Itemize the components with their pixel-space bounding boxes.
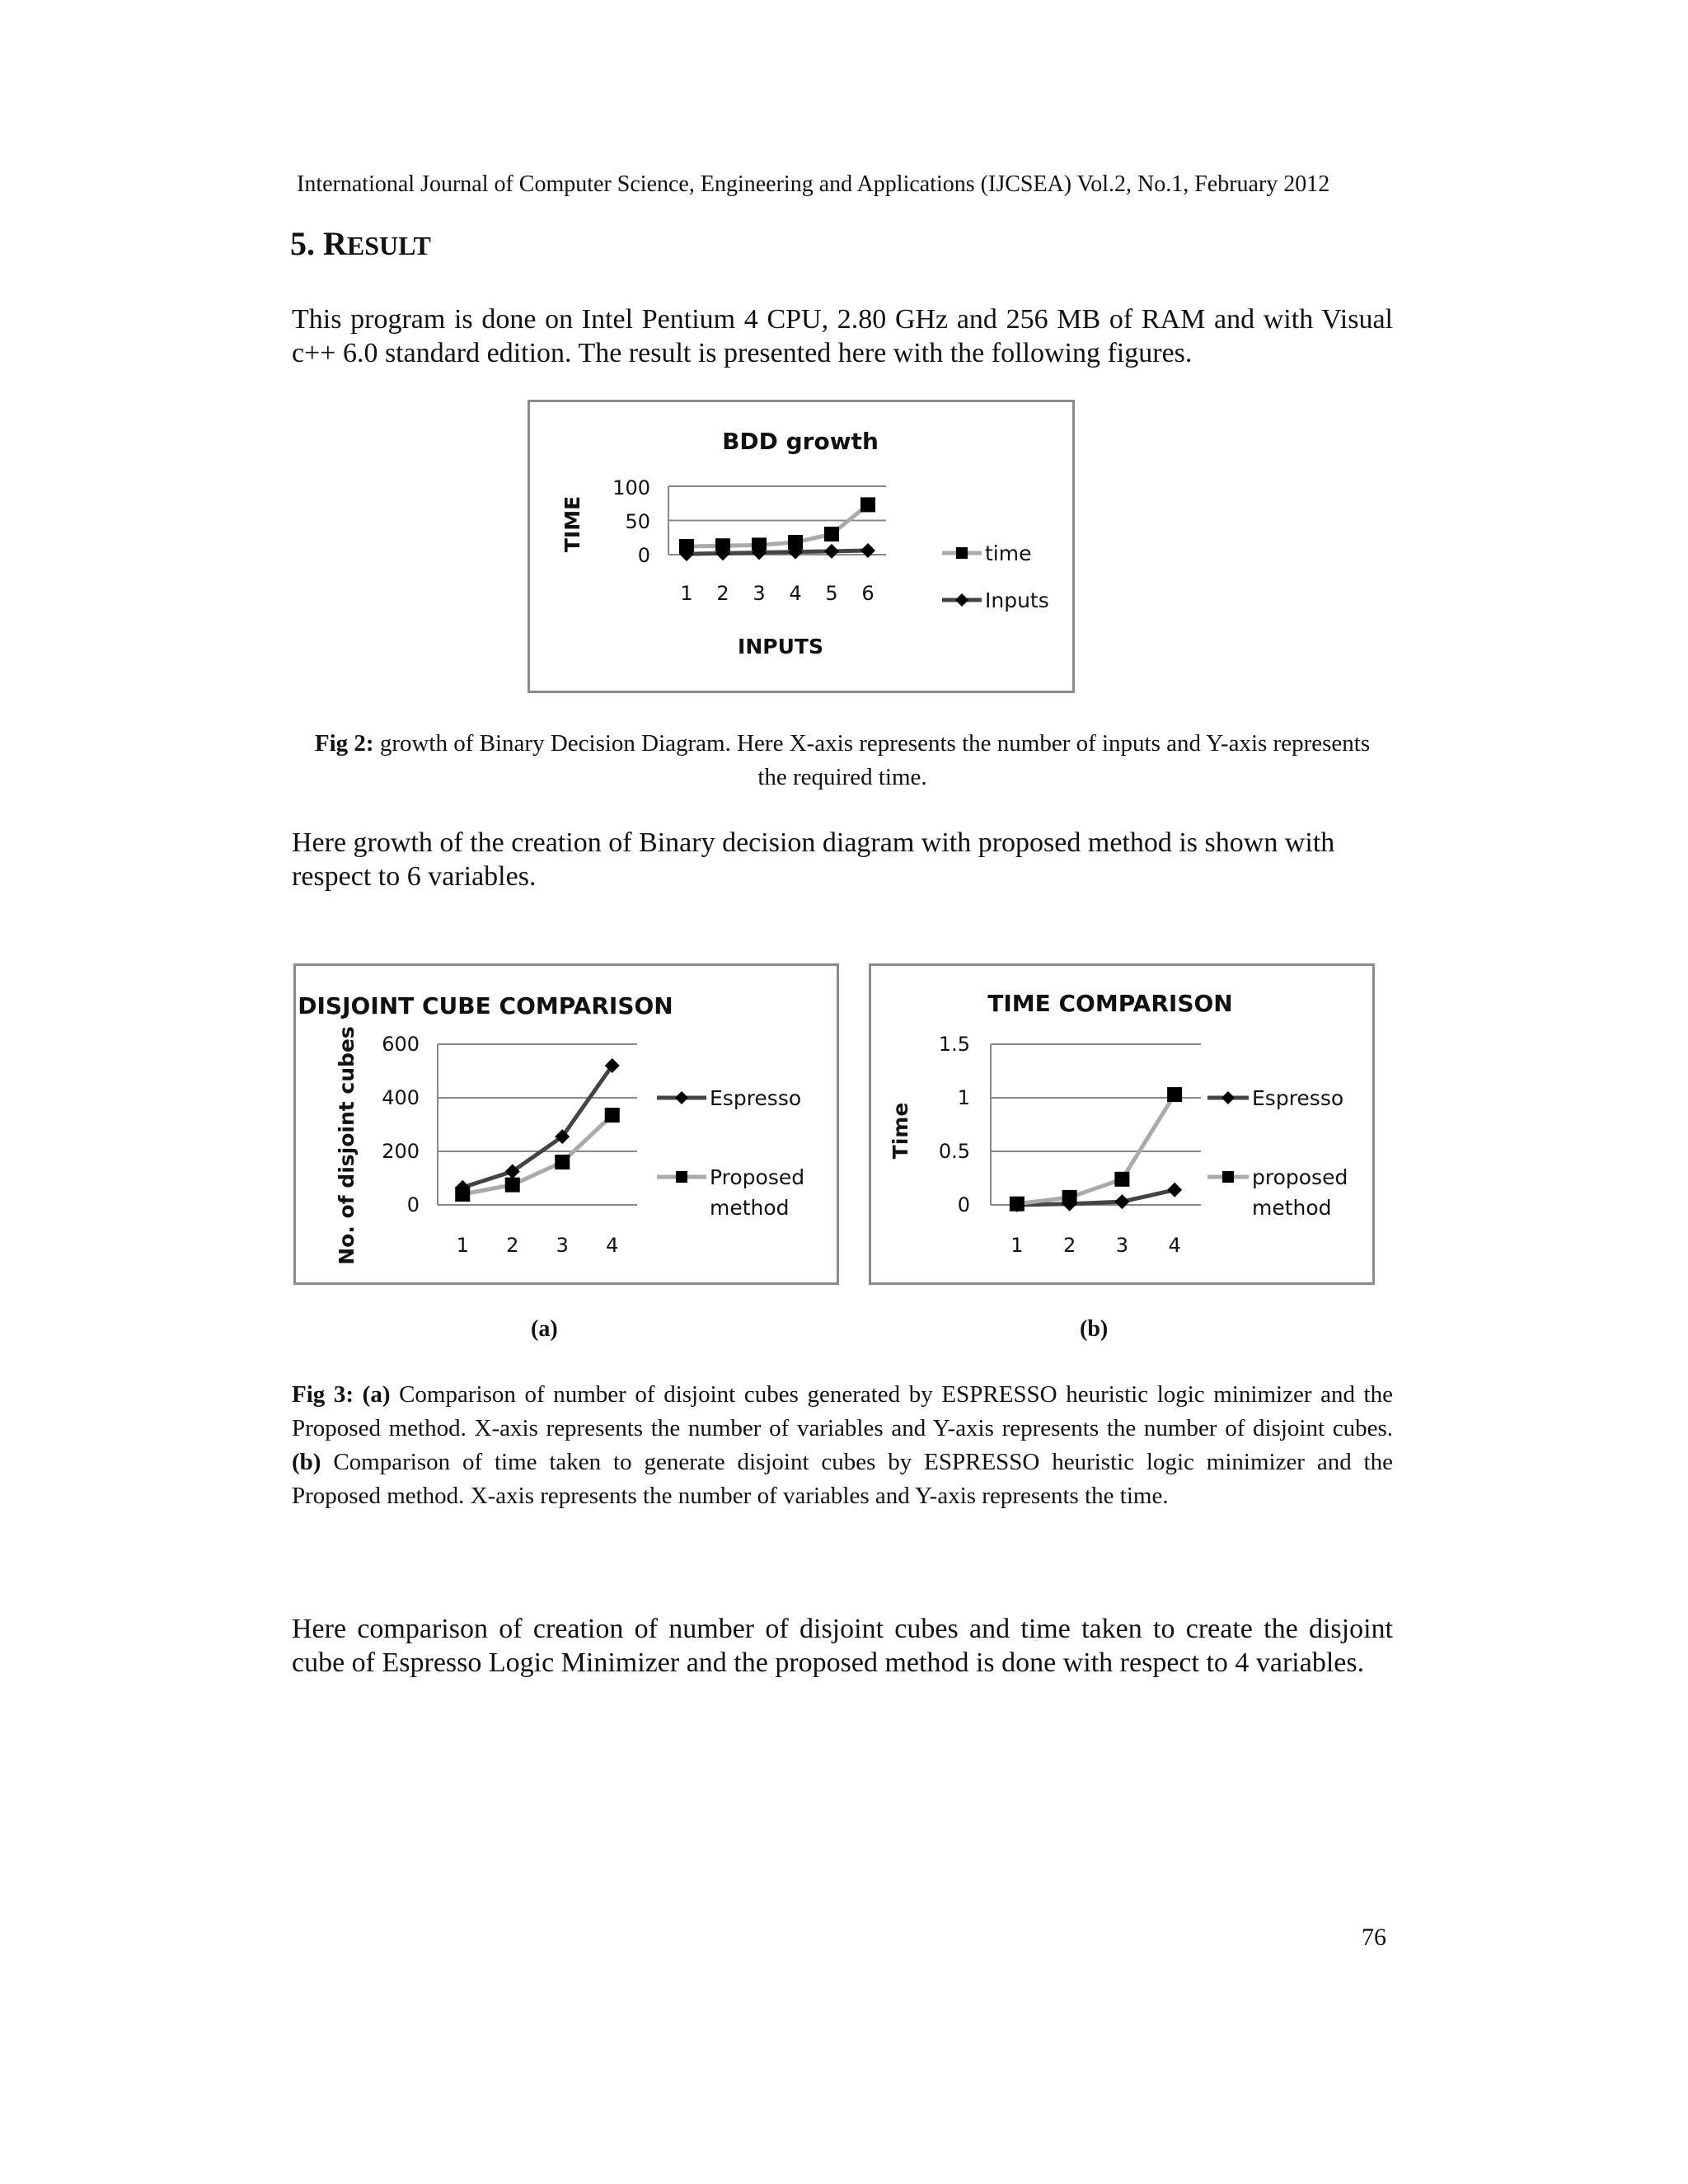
paragraph-setup: This program is done on Intel Pentium 4 CPU, 2.80 GHz and 256 MB of RAM and with Visual c++ 6.0 standard edition. The result is presented here with the following figures. [292,304,1393,368]
x-tick-label: 1 [456,1234,469,1257]
x-tick-label: 6 [861,582,874,605]
y-axis-label: No. of disjoint cubes [335,1026,359,1265]
y-tick-label: 100 [612,476,650,499]
series-line-proposed-method [1017,1094,1175,1204]
y-tick-label: 0.5 [938,1140,970,1163]
series-group [455,1058,620,1202]
legend-marker-square [956,547,968,559]
section-title-rest: ESULT [346,231,431,260]
data-point-square [605,1108,620,1122]
data-point-diamond [1114,1194,1129,1209]
data-point-square [1062,1190,1077,1205]
legend-item-espresso [657,1086,801,1110]
y-tick-label: 600 [382,1033,420,1056]
x-tick-label: 1 [680,582,693,605]
disjoint-cube-chart [293,963,839,1285]
series-line-time [687,504,868,546]
fig3-sublabel-a: (a) [531,1316,558,1342]
series-line-inputs [687,551,868,554]
fig3-caption-a-label: (a) [362,1381,391,1408]
page-number: 76 [1362,1924,1386,1951]
y-axis-label: Time [889,1102,912,1160]
time-comparison-plot [871,966,1372,1282]
legend-marker-square [676,1171,687,1183]
legend [942,541,1049,612]
x-tick-label: 4 [789,582,802,605]
x-tick-label: 4 [1168,1234,1181,1257]
disjoint-cube-plot [296,966,837,1282]
x-tick-label: 2 [716,582,729,605]
bdd-growth-plot [530,402,1072,691]
data-point-diamond [860,543,875,558]
data-point-square [1167,1087,1182,1102]
x-ticks [1010,1234,1181,1257]
chart-title: BDD growth [722,428,879,455]
fig3-caption-b-label: (b) [292,1449,321,1475]
legend-item-proposed [657,1165,804,1220]
data-point-square [455,1187,470,1202]
data-point-square [1114,1172,1129,1187]
x-ticks [680,582,874,605]
fig2-caption-text: growth of Binary Decision Diagram. Here X-axis represents the number of inputs and Y-axis represents the required time. [373,730,1371,790]
fig3-sublabel-b: (b) [1080,1316,1109,1342]
legend-item-espresso [1207,1086,1343,1110]
legend-item-time [942,541,1031,565]
fig2-caption-label: Fig 2: [314,730,374,757]
legend-label-time: time [985,541,1032,565]
x-tick-label: 3 [753,582,766,605]
x-tick-label: 2 [1062,1234,1076,1257]
fig2-caption [313,727,1372,794]
data-point-square [860,497,875,512]
chart-title: TIME COMPARISON [987,990,1233,1017]
legend [657,1086,804,1220]
legend-item-inputs [942,588,1049,612]
y-axis-label: TIME [560,495,584,553]
y-tick-label: 0 [406,1193,420,1216]
paragraph-comparison: Here comparison of creation of number of disjoint cubes and time taken to create the disjoint cube of Espresso Logic Minimizer and the proposed method is done with respect to 4 variables. [292,1614,1393,1678]
data-point-diamond [1167,1183,1182,1197]
legend-label-proposed-line1: proposed [1252,1165,1348,1189]
data-point-square [1010,1197,1025,1212]
x-tick-label: 1 [1010,1234,1024,1257]
x-tick-label: 4 [606,1234,619,1257]
data-point-square [505,1178,520,1193]
legend-label-proposed-line1: Proposed [710,1165,805,1189]
y-tick-label: 400 [382,1086,420,1109]
bdd-growth-chart [528,400,1075,693]
series-group [679,497,875,561]
x-ticks [457,1234,619,1257]
data-point-square [824,527,839,541]
gridlines [991,1044,1201,1205]
y-tick-label: 1.5 [938,1033,970,1056]
y-tick-label: 1 [957,1086,970,1109]
x-tick-label: 2 [506,1234,519,1257]
x-axis-label: INPUTS [738,635,823,658]
fig3-caption-label: Fig 3: [292,1381,354,1408]
legend-label-proposed-line2: method [1252,1196,1332,1220]
data-point-square [555,1155,570,1169]
section-title-initial: R [323,225,347,262]
fig3-caption-a-text: Comparison of number of disjoint cubes generated by ESPRESSO heuristic logic minimizer and the Proposed method. X-axis represents the number of variables and Y-axis represents the number of disjoint cubes. [292,1381,1393,1441]
section-number: 5. [290,225,315,262]
legend-label-inputs: Inputs [985,588,1049,612]
journal-header: International Journal of Computer Science, Engineering and Applications (IJCSEA) Vol.2, No.1, February 2012 [297,171,1330,197]
legend-label-proposed-line2: method [710,1196,790,1220]
series-group [1010,1087,1182,1212]
y-tick-label: 50 [625,510,650,533]
legend-label-espresso: Espresso [710,1086,802,1110]
x-tick-label: 3 [1115,1234,1129,1257]
legend-marker-diamond [675,1091,688,1104]
time-comparison-chart [869,963,1375,1285]
fig3-caption [292,1378,1393,1513]
paragraph-bdd: Here growth of the creation of Binary decision diagram with proposed method is shown with respect to 6 variables. [292,827,1335,892]
gridlines [438,1044,637,1205]
x-tick-label: 5 [825,582,838,605]
legend-label-espresso: Espresso [1252,1086,1344,1110]
section-title [290,224,431,263]
fig3-caption-b-text: Comparison of time taken to generate disjoint cubes by ESPRESSO heuristic logic minimizer and the Proposed method. X-axis represents the number of variables and Y-axis represents the time. [292,1449,1393,1509]
y-tick-label: 200 [382,1140,420,1163]
legend-marker-diamond [955,593,968,607]
series-line-espresso [462,1066,612,1188]
legend-item-proposed [1207,1165,1348,1220]
y-tick-label: 0 [637,544,650,567]
chart-title: DISJOINT CUBE COMPARISON [298,992,673,1019]
legend [1207,1086,1348,1220]
data-point-diamond [824,544,839,559]
x-tick-label: 3 [556,1234,569,1257]
legend-marker-diamond [1221,1091,1235,1104]
y-tick-label: 0 [957,1193,970,1216]
legend-marker-square [1222,1171,1234,1183]
